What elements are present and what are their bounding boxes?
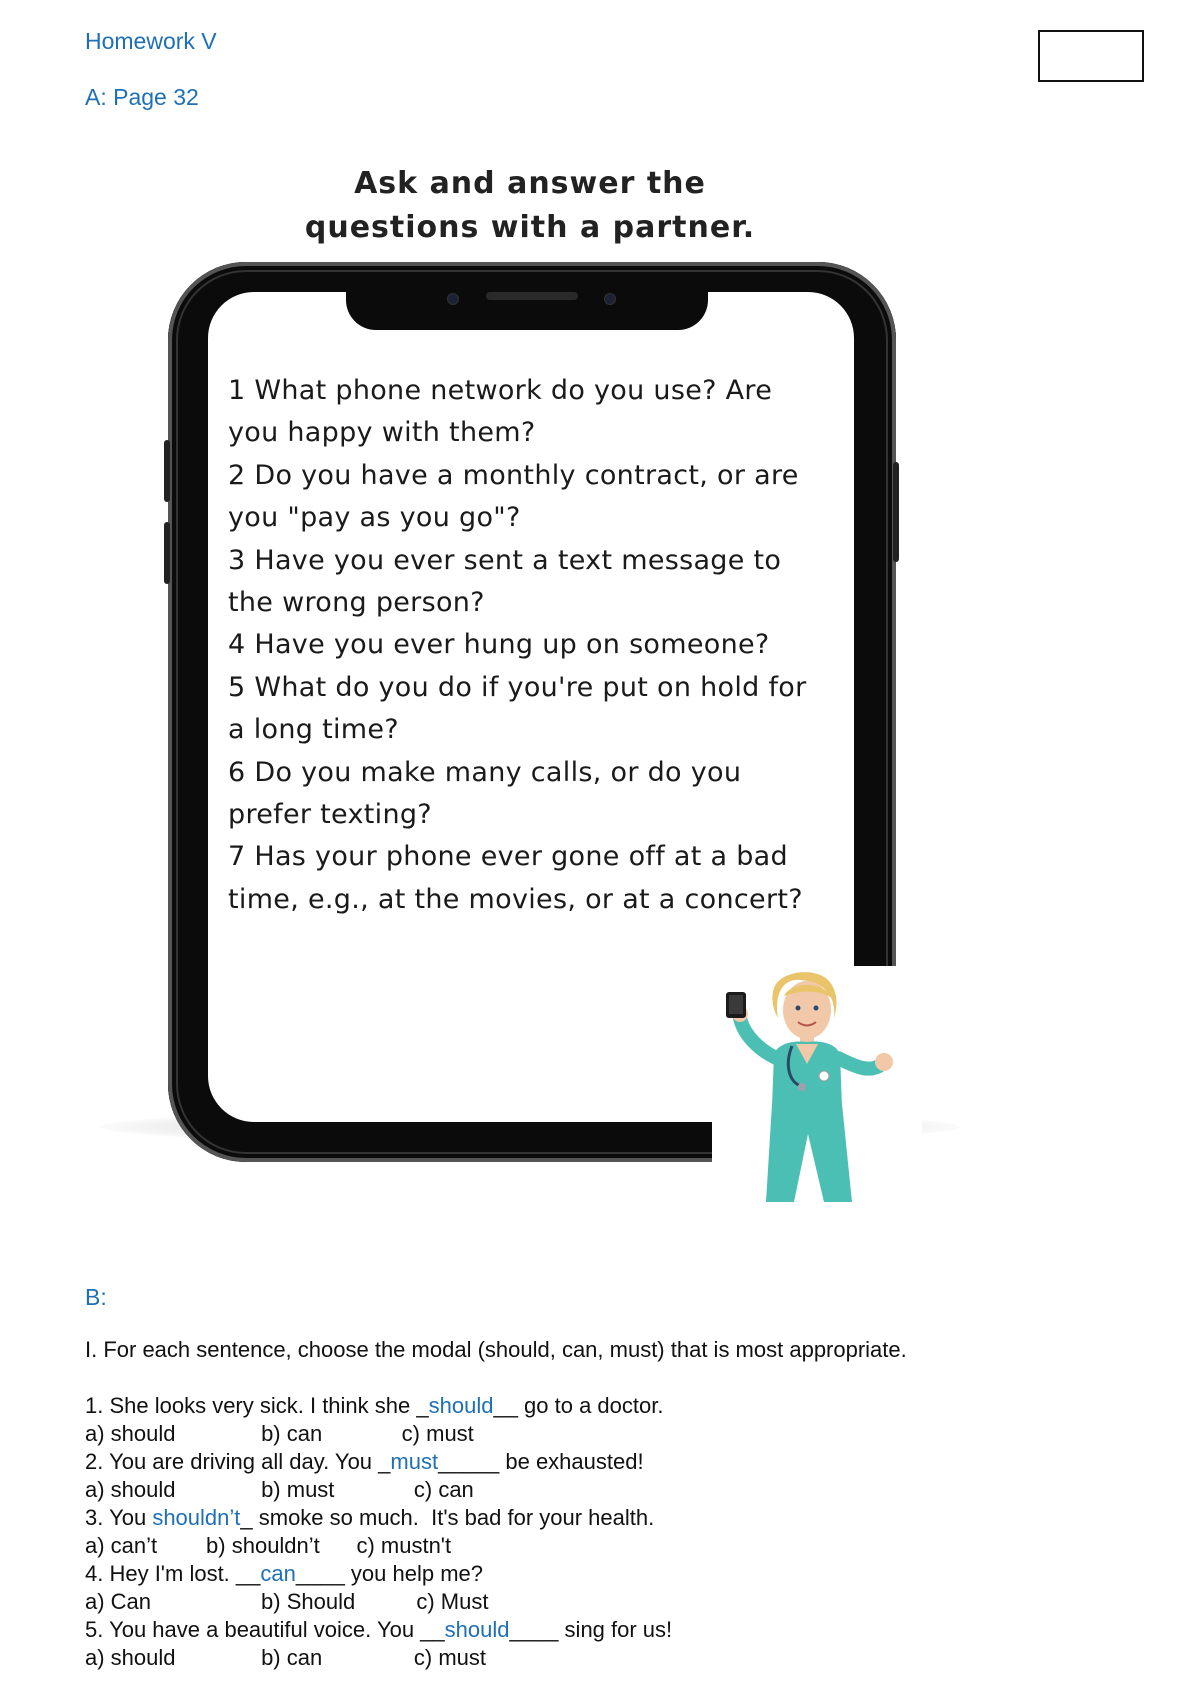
answer-must: must [390, 1449, 439, 1474]
question-list [228, 370, 828, 921]
item-text-before: 2. You are driving all day. You _ [85, 1449, 391, 1474]
exercise-options-3: a) can’t b) shouldn’t c) mustn't [85, 1533, 452, 1558]
exercise-item-4 [85, 1560, 483, 1588]
question-1: 1 What phone network do you use? Are you happy with them? [228, 375, 773, 449]
answer-should: should [428, 1393, 494, 1418]
exercise-options-2: a) should b) must c) can [85, 1477, 474, 1502]
item-text-after: ____ you help me? [295, 1561, 484, 1586]
camera-icon [447, 293, 459, 305]
question-6: 6 Do you make many calls, or do you prefer texting? [228, 756, 742, 831]
item-text-before: 4. Hey I'm lost. __ [85, 1561, 261, 1586]
exercise-item-3 [85, 1504, 654, 1532]
phone-title-line1: Ask and answer the [354, 166, 706, 201]
item-text-after: _ smoke so much. It's bad for your health. [240, 1505, 655, 1530]
item-text-after: _____ be exhausted! [438, 1449, 644, 1474]
section-a-label: A: Page 32 [85, 84, 199, 110]
question-2: 2 Do you have a monthly contract, or are you "pay as you go"? [228, 459, 799, 534]
camera-icon [604, 293, 616, 305]
answer-should: should [444, 1617, 510, 1642]
phone-speaker [486, 292, 578, 300]
exercise-item-1 [85, 1392, 663, 1420]
phone-side-button [893, 462, 899, 562]
section-b-label: B: [85, 1284, 107, 1310]
score-box [1038, 30, 1144, 82]
question-7: 7 Has your phone ever gone off at a bad time, e.g., at the movies, or at a concert? [228, 841, 803, 915]
homework-title: Homework V [85, 28, 217, 54]
item-text-before: 1. She looks very sick. I think she _ [85, 1393, 429, 1418]
exercise-instruction: I. For each sentence, choose the modal (should, can, must) that is most appropriate. [85, 1337, 907, 1362]
item-text-before: 3. You [85, 1505, 153, 1530]
exercise-item-5 [85, 1616, 672, 1644]
item-text-after: __ go to a doctor. [493, 1393, 664, 1418]
question-4: 4 Have you ever hung up on someone? [228, 629, 770, 661]
exercise-options-5: a) should b) can c) must [85, 1645, 487, 1670]
answer-can: can [260, 1561, 296, 1586]
question-3: 3 Have you ever sent a text message to the wrong person? [228, 544, 782, 619]
answer-shouldnt: shouldn’t [152, 1505, 241, 1530]
phone-side-button [164, 522, 170, 584]
item-text-before: 5. You have a beautiful voice. You __ [85, 1617, 445, 1642]
nurse-illustration [712, 966, 922, 1206]
phone-side-button [164, 440, 170, 502]
phone-title-line2: questions with a partner. [304, 210, 756, 245]
item-text-after: ____ sing for us! [509, 1617, 673, 1642]
exercise-item-2 [85, 1448, 644, 1476]
question-5: 5 What do you do if you're put on hold for a long time? [228, 671, 807, 746]
exercise-options-1: a) should b) can c) must [85, 1421, 474, 1446]
phone-title [230, 162, 830, 250]
exercise-options-4: a) Can b) Should c) Must [85, 1589, 489, 1614]
